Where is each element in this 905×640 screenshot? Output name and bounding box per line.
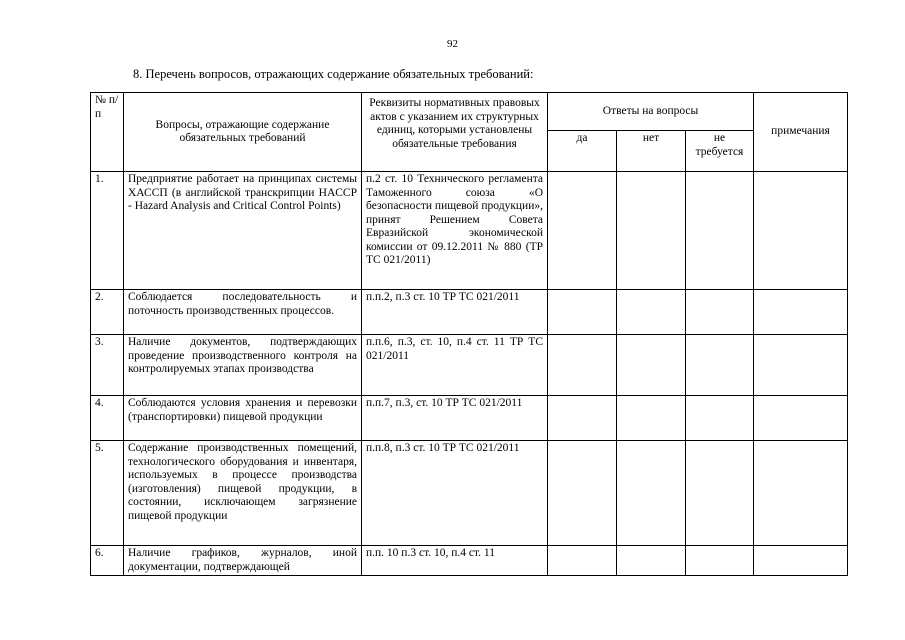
header-notes: примечания — [754, 93, 848, 172]
notes-cell[interactable] — [754, 290, 848, 335]
row-requisites: п.2 ст. 10 Технического регламента Таможенного союза «О безопасности пищевой продукции», принят Решением Совета Евразийской экономической комиссии от 09.12.2011 № 880 (ТР ТС 021/2011) — [362, 172, 548, 290]
notes-cell[interactable] — [754, 396, 848, 441]
row-number: 4. — [91, 396, 124, 441]
answer-yes-cell[interactable] — [548, 546, 617, 576]
answer-no-cell[interactable] — [617, 396, 686, 441]
header-requisites: Реквизиты нормативных правовых актов с указанием их структурных единиц, которыми установлены обязательные требования — [362, 93, 548, 172]
row-number: 3. — [91, 335, 124, 396]
answer-yes-cell[interactable] — [548, 441, 617, 546]
header-num: № п/п — [91, 93, 124, 172]
row-number: 2. — [91, 290, 124, 335]
row-requisites: п.п.2, п.3 ст. 10 ТР ТС 021/2011 — [362, 290, 548, 335]
table-row — [91, 546, 848, 576]
answer-no-cell[interactable] — [617, 335, 686, 396]
answer-not-required-cell[interactable] — [686, 441, 754, 546]
row-number: 6. — [91, 546, 124, 576]
answer-no-cell[interactable] — [617, 172, 686, 290]
row-requisites: п.п.8, п.3 ст. 10 ТР ТС 021/2011 — [362, 441, 548, 546]
row-requisites: п.п.7, п.3, ст. 10 ТР ТС 021/2011 — [362, 396, 548, 441]
answer-yes-cell[interactable] — [548, 290, 617, 335]
notes-cell[interactable] — [754, 172, 848, 290]
answer-yes-cell[interactable] — [548, 396, 617, 441]
row-requisites: п.п.6, п.3, ст. 10, п.4 ст. 11 ТР ТС 021/2011 — [362, 335, 548, 396]
section-heading: 8. Перечень вопросов, отражающих содержание обязательных требований: — [133, 67, 534, 81]
notes-cell[interactable] — [754, 441, 848, 546]
row-question: Наличие графиков, журналов, иной документации, подтверждающей — [124, 546, 362, 576]
answer-no-cell[interactable] — [617, 546, 686, 576]
page-number: 92 — [447, 38, 458, 50]
answer-not-required-cell[interactable] — [686, 172, 754, 290]
answer-yes-cell[interactable] — [548, 335, 617, 396]
header-yes: да — [548, 131, 617, 172]
row-number: 5. — [91, 441, 124, 546]
answer-yes-cell[interactable] — [548, 172, 617, 290]
notes-cell[interactable] — [754, 546, 848, 576]
header-answers: Ответы на вопросы — [548, 93, 754, 131]
table-row — [91, 172, 848, 290]
notes-cell[interactable] — [754, 335, 848, 396]
row-question: Соблюдаются условия хранения и перевозки (транспортировки) пищевой продукции — [124, 396, 362, 441]
answer-not-required-cell[interactable] — [686, 396, 754, 441]
row-question: Соблюдается последовательность и поточность производственных процессов. — [124, 290, 362, 335]
answer-not-required-cell[interactable] — [686, 546, 754, 576]
table-row — [91, 396, 848, 441]
requirements-table — [90, 92, 848, 576]
header-question: Вопросы, отражающие содержание обязательных требований — [124, 93, 362, 172]
table-row — [91, 290, 848, 335]
row-requisites: п.п. 10 п.3 ст. 10, п.4 ст. 11 — [362, 546, 548, 576]
row-question: Предприятие работает на принципах системы ХАССП (в английской транскрипции HACCP - Hazard Analysis and Critical Control Points) — [124, 172, 362, 290]
table-row — [91, 441, 848, 546]
table-row — [91, 335, 848, 396]
header-not-required: не требуется — [686, 131, 754, 172]
answer-no-cell[interactable] — [617, 290, 686, 335]
row-number: 1. — [91, 172, 124, 290]
answer-not-required-cell[interactable] — [686, 335, 754, 396]
row-question: Содержание производственных помещений, технологического оборудования и инвентаря, используемых в процессе производства (изготовления) пищевой продукции, в состоянии, исключающем загрязнение пищевой продукции — [124, 441, 362, 546]
answer-not-required-cell[interactable] — [686, 290, 754, 335]
header-no: нет — [617, 131, 686, 172]
answer-no-cell[interactable] — [617, 441, 686, 546]
row-question: Наличие документов, подтверждающих проведение производственного контроля на контролируемых этапах производства — [124, 335, 362, 396]
